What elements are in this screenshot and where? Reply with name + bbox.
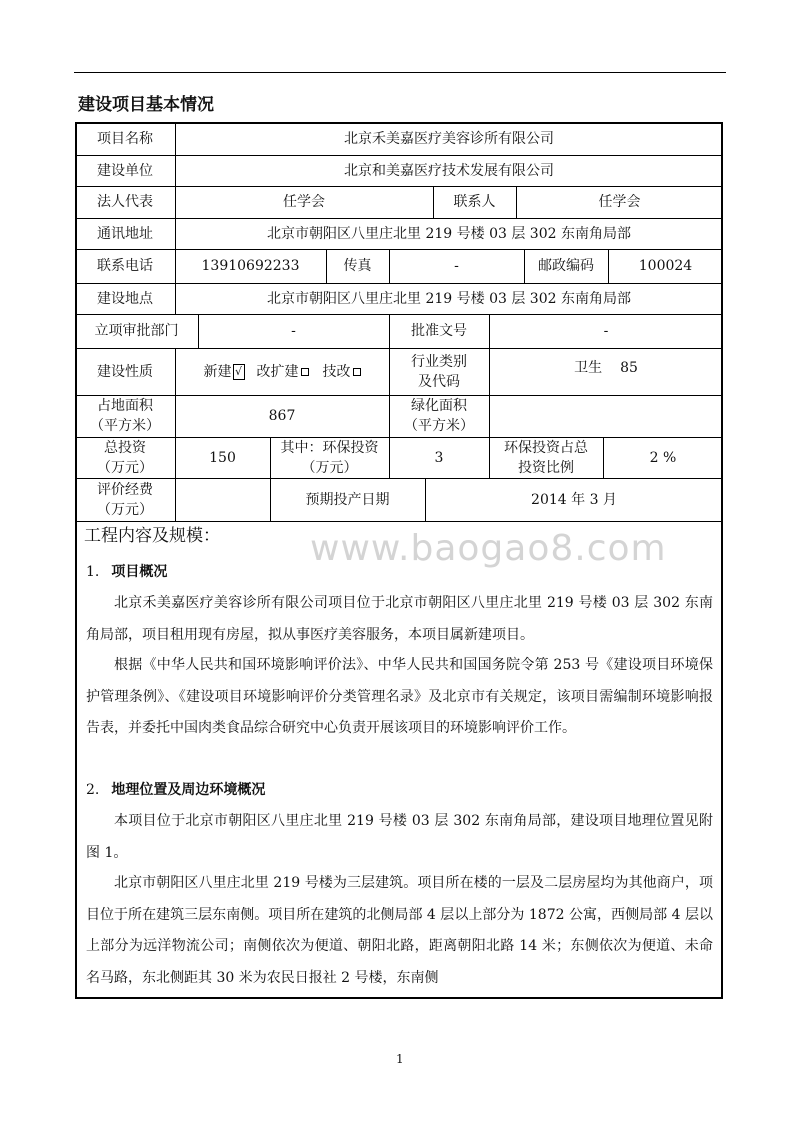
invest-label [75,437,175,478]
contact-value: 任学会 [598,194,641,210]
site-value: 北京市朝阳区八里庄北里 219 号楼 03 层 302 东南角局部 [267,290,631,307]
phone-value: 13910692233 [201,258,300,274]
fax-value: - [454,258,459,274]
invest-label-line2: （万元） [97,459,153,476]
industry-label [389,348,489,395]
approval-dept-label: 立项审批部门 [94,323,179,339]
env-ratio-value: 2 % [649,449,677,466]
section-1-heading [86,561,167,581]
paragraph-3: 本项目位于北京市朝阳区八里庄北里 219 号楼 03 层 302 东南角局部，建设项目地理位置见附图 1。 [86,813,713,861]
builder-label: 建设单位 [97,162,153,179]
section-1-title: 项目概况 [111,564,168,580]
section-2-heading [86,779,265,799]
section-2-number: 2. [86,782,100,798]
env-invest-label [270,437,389,478]
green-value [489,395,723,437]
legal-rep-value: 任学会 [283,194,325,210]
env-invest-label-line2: （万元） [301,459,358,476]
watermark: www.baogao8.com [310,528,667,569]
site-label: 建设地点 [97,290,153,307]
nature-new-label: 新建 [203,363,232,380]
invest-value: 150 [209,449,236,466]
nature-expand-checkbox[interactable] [301,368,309,376]
approval-no-label: 批准文号 [411,323,467,339]
section-1-number: 1. [86,564,100,580]
industry-label-line1: 行业类别 [411,353,467,370]
eval-fee-label-line1: 评价经费 [97,481,153,498]
nature-tech-label: 技改 [322,363,351,380]
builder-value: 北京和美嘉医疗技术发展有限公司 [344,162,554,179]
postcode-value: 100024 [638,258,693,274]
section-2-title: 地理位置及周边环境概况 [111,782,266,798]
address-label: 通讯地址 [97,225,153,242]
area-label-line2: （平方米） [90,418,160,434]
eval-fee-value [175,478,270,521]
contact-label: 联系人 [453,194,496,210]
nature-label: 建设性质 [97,363,153,380]
industry-value [489,348,723,388]
env-invest-value: 3 [434,449,444,466]
start-date-value: 2014 年 3 月 [531,491,617,508]
header-rule [74,72,726,73]
nature-tech-checkbox[interactable] [353,368,361,376]
industry-name: 卫生 [574,360,603,376]
fax-label: 传真 [343,258,372,274]
scope-label: 工程内容及规模： [84,526,220,546]
paragraph-4: 北京市朝阳区八里庄北里 219 号楼为三层建筑。项目所在楼的一层及二层房屋均为其他商户，项目位于所在建筑三层东南侧。项目所在建筑的北侧局部 4 层以上部分为 1872 公寓，西侧局部 4 层以上部分为远洋物流公司；南侧依次为便道、朝阳北路，距离朝阳北路 14 米；东侧依次为便道、未命名马路，东北侧距其 30 米为农民日报社 2 号楼，东南侧 [86,875,713,986]
approval-no-value: - [603,323,609,339]
approval-dept-value: - [291,323,296,339]
project-name-label: 项目名称 [97,130,153,147]
nature-expand-label: 改扩建 [256,363,299,380]
nature-new-checkbox[interactable]: √ [233,364,245,380]
industry-label-line2: 及代码 [418,373,460,390]
postcode-label: 邮政编码 [538,258,594,274]
paragraph-1: 北京禾美嘉医疗美容诊所有限公司项目位于北京市朝阳区八里庄北里 219 号楼 03 层 302 东南角局部，项目租用现有房屋，拟从事医疗美容服务，本项目属新建项目。 [86,595,713,643]
green-label-line2: （平方米） [404,418,474,434]
page-number: 1 [396,1052,404,1066]
eval-fee-label [75,478,175,521]
start-date-label: 预期投产日期 [305,491,390,508]
address-value: 北京市朝阳区八里庄北里 219 号楼 03 层 302 东南角局部 [267,225,631,242]
area-label [75,395,175,437]
area-label-line1: 占地面积 [97,398,153,414]
project-name-value: 北京禾美嘉医疗美容诊所有限公司 [344,130,554,147]
area-value: 867 [268,408,296,424]
green-label [389,395,489,437]
industry-code: 85 [620,360,638,376]
page-title: 建设项目基本情况 [78,95,214,115]
legal-rep-label: 法人代表 [97,194,153,210]
env-ratio-label-line1: 环保投资占总 [504,439,588,456]
env-ratio-label [489,437,603,478]
env-invest-label-line1: 其中：环保投资 [280,439,379,456]
phone-label: 联系电话 [97,258,153,274]
env-ratio-label-line2: 投资比例 [518,459,574,476]
eval-fee-label-line2: （万元） [97,501,153,518]
paragraph-2: 根据《中华人民共和国环境影响评价法》、中华人民共和国国务院令第 253 号《建设项目环境保护管理条例》、《建设项目环境影响评价分类管理名录》及北京市有关规定，该项目需编制环境影响报告表，并委托中国肉类食品综合研究中心负责开展该项目的环境影响评价工作。 [86,657,713,736]
green-label-line1: 绿化面积 [411,398,467,414]
invest-label-line1: 总投资 [104,439,146,456]
nature-options [175,348,389,395]
